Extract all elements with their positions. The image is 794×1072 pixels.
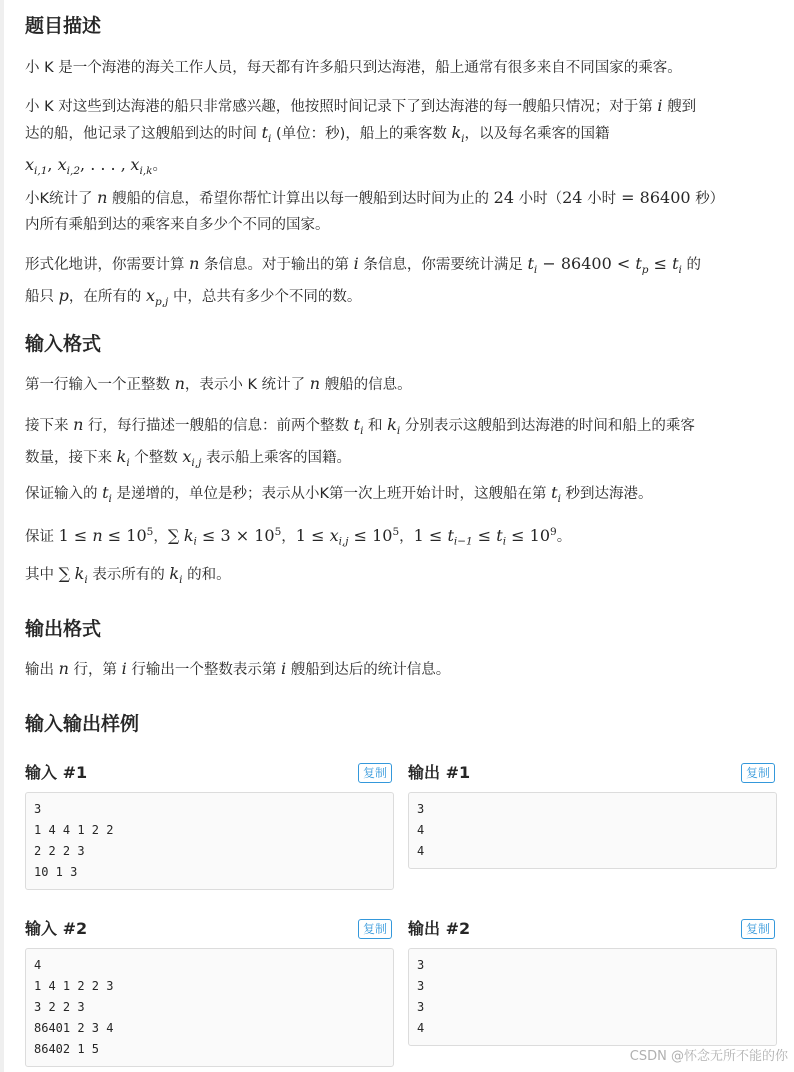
code-line: 86401 2 3 4	[34, 1021, 114, 1035]
code-line: 4	[417, 1021, 425, 1035]
code-line: 3 2 2 3	[34, 1000, 85, 1014]
heading-description: 题目描述	[25, 15, 102, 37]
code-line: 3	[417, 958, 425, 972]
input-paragraph-2: 接下来 n 行，每行描述一艘船的信息：前两个整数 $t_i$ 和 $k_i$ 分别表示这艘船到达海港的时间和船上的乘客 数量，接下来 $k_i$ 个整数 $x_{i,j}$ 表示船上乘客的国籍。	[25, 415, 695, 469]
sample-2-input-header	[25, 916, 392, 942]
code-line: 4	[417, 844, 425, 858]
sample-1-input-title: 输入 #1	[25, 763, 88, 782]
code-line: 3	[417, 802, 425, 816]
input-paragraph-3: 保证输入的 $t_i$ 是递增的，单位是秒；表示从小K第一次上班开始计时，这艘船在第 $t_i$ 秒到达海港。	[25, 483, 653, 505]
code-line: 1 4 4 1 2 2	[34, 823, 114, 837]
output-paragraph: 输出 n 行，第 i 行输出一个整数表示第 i 艘船到达后的统计信息。	[25, 659, 451, 678]
input-paragraph-5: 其中 ∑ $k_i$ 表示所有的 $k_i$ 的和。	[25, 564, 231, 586]
sample-2-output-header	[408, 916, 775, 942]
heading-samples: 输入输出样例	[25, 713, 140, 735]
code-line: 4	[417, 823, 425, 837]
input-constraints: 保证 $1 \le n \le 10^5$，∑ $k_i \le 3 \times 10^5$，$1 \le x_{i,j} \le 10^5$，$1 \le t_{i-1} \le t_i \le 10^9$。	[25, 525, 572, 548]
sample-1-output-title: 输出 #1	[408, 763, 471, 782]
sample-1-input-header	[25, 760, 392, 786]
copy-button[interactable]: 复制	[358, 763, 392, 783]
sample-1-output-header	[408, 760, 775, 786]
code-line: 3	[34, 802, 42, 816]
input-paragraph-1: 第一行输入一个正整数 n，表示小 K 统计了 n 艘船的信息。	[25, 374, 412, 393]
sample-2-output-title: 输出 #2	[408, 919, 471, 938]
copy-button[interactable]: 复制	[358, 919, 392, 939]
code-line: 2 2 2 3	[34, 844, 85, 858]
code-line: 3	[417, 979, 425, 993]
sample-1-input-box[interactable]	[25, 792, 394, 890]
code-line: 86402 1 5	[34, 1042, 100, 1056]
heading-output-format: 输出格式	[25, 618, 102, 640]
heading-input-format: 输入格式	[25, 333, 102, 355]
desc-paragraph-3: 小K统计了 n 艘船的信息，希望你帮忙计算出以每一艘船到达时间为止的 24 小时（24 小时 = 86400 秒） 内所有乘船到达的乘客来自多少个不同的国家。	[25, 188, 725, 233]
desc-paragraph-4: 形式化地讲，你需要计算 n 条信息。对于输出的第 i 条信息，你需要统计满足 $t_i - 86400 < t_p \le t_i$ 的 船只 p，在所有的 $x_{p,j}$ 中，总共有多少个不同的数。	[25, 254, 701, 308]
sample-2-input-box[interactable]	[25, 948, 394, 1067]
left-border	[0, 0, 4, 1072]
copy-button[interactable]: 复制	[741, 919, 775, 939]
sample-1-output-box[interactable]	[408, 792, 777, 869]
copy-button[interactable]: 复制	[741, 763, 775, 783]
code-line: 4	[34, 958, 42, 972]
desc-paragraph-2: 小 K 对这些到达海港的船只非常感兴趣，他按照时间记录下了到达海港的每一艘船只情况；对于第 i 艘到 达的船，他记录了这艘船到达的时间 $t_i$ (单位：秒)，船上的乘客数 $k_i$，以及每名乘客的国籍 $x_{i,1}$, $x_{i,2}$, . . . , $x_{i,k}$。	[25, 96, 697, 177]
sample-2-input-title: 输入 #2	[25, 919, 88, 938]
code-line: 3	[417, 1000, 425, 1014]
csdn-watermark: CSDN @怀念无所不能的你	[629, 1049, 788, 1064]
desc-paragraph-1: 小 K 是一个海港的海关工作人员，每天都有许多船只到达海港，船上通常有很多来自不同国家的乘客。	[25, 60, 682, 76]
code-line: 1 4 1 2 2 3	[34, 979, 114, 993]
code-line: 10 1 3	[34, 865, 78, 879]
sample-2-output-box[interactable]	[408, 948, 777, 1046]
